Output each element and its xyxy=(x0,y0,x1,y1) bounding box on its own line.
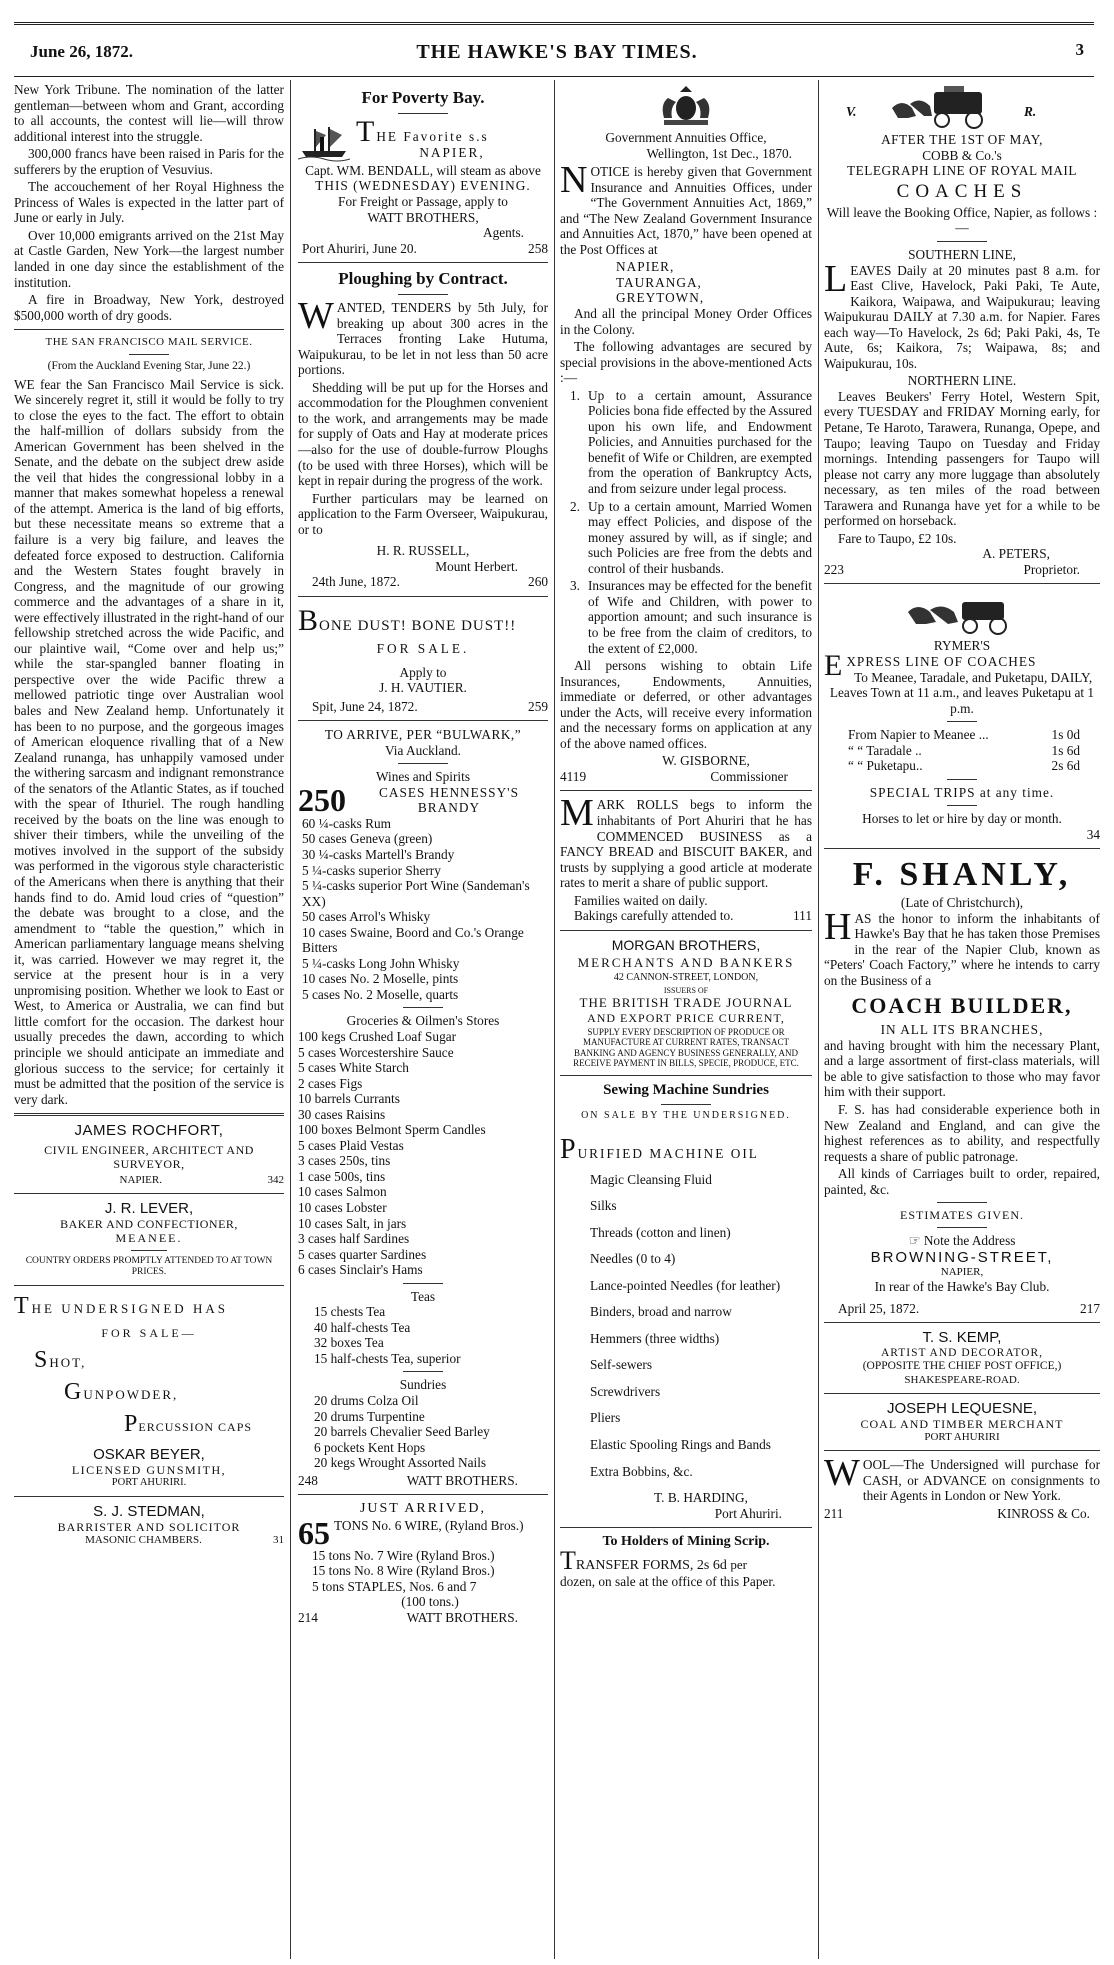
ad-line: Note the Address xyxy=(923,1233,1016,1249)
ad-annuities: Government Annuities Office, Wellington, 1st Dec., 1870. NOTICE is hereby given that Government Insurance and Annuities Offices, under “The Government Annuities Act, 1869,” and “The New Zealand Government Insurance and Annuities Act, 1870,” have been opened at the Post Offices at NAPIER, TAURANGA, GREYTOWN, And all the principal Money Order Offices in the Colony. The following advantages are secured by special provisions in the above-mentioned Acts :— 1. Up to a certain amount, Assurance Policies bona fide effected by the Assured upon his own life, and Endowment Policies, and Annuities purchased for the benefit of Wife or Children, are exempted from the operation of Bankruptcy Acts, and from seizure under legal process. 2. Up to a certain amount, Married Women may effect Policies, and dispose of the money assured by will, as if single; and such Policies are free from the debts and control of their husbands. 3. Insurances may be effected for the benefit of Wife and Children, with power to apportion amount; and such insurance is to be free from the claim of creditors, to the extent of £2,000. All persons wishing to obtain Life Insurances, Endowments, Annuities, immediate or deferred, or other advantages under the Acts, will receive every information and the necessary forms on application at any of the above named offices. W. GISBORNE, 4119 Commissioner xyxy=(560,84,812,784)
ad-line: ESTIMATES GIVEN. xyxy=(900,1208,1024,1223)
list-item: 10 barrels Currants xyxy=(298,1091,400,1107)
coach-icon xyxy=(884,82,1004,130)
list-item: Elastic Spooling Rings and Bands xyxy=(590,1436,771,1452)
ad-subheading: ON SALE BY THE UNDERSIGNED. xyxy=(581,1110,791,1122)
list-item: Threads (cotton and linen) xyxy=(590,1224,731,1240)
divider xyxy=(398,763,448,764)
list-item: 1 case 500s, tins xyxy=(298,1168,386,1184)
ad-kinross: WOOL—The Undersigned will purchase for CASH, or ADVANCE on consignments to their Agents in London or New York. 211 KINROSS & Co. xyxy=(824,1452,1100,1521)
list-item: 100 kegs Crushed Loaf Sugar xyxy=(298,1029,457,1044)
ad-name: S. J. STEDMAN, xyxy=(93,1502,205,1520)
ad-item: HOT, xyxy=(49,1354,87,1370)
ad-line: COBB & Co.'s xyxy=(922,147,1002,163)
divider xyxy=(298,1494,548,1495)
sundries-list xyxy=(314,1393,548,1471)
ad-number: 111 xyxy=(793,908,812,924)
ad-role: Proprietor. xyxy=(1023,561,1080,577)
fare-price: 1s 0d xyxy=(1051,727,1080,743)
ad-signature: H. R. RUSSELL, xyxy=(376,543,470,559)
ad-place: MEANEE. xyxy=(115,1231,183,1246)
divider xyxy=(298,720,548,721)
list-item: Lance-pointed Needles (for leather) xyxy=(590,1277,781,1293)
news-items xyxy=(14,82,284,323)
divider xyxy=(560,790,812,791)
ad-mark-rolls: MARK ROLLS begs to inform the inhabitants of Port Ahuriri that he has COMMENCED BUSINESS as a FANCY BREAD and BISCUIT BAKER, and trusts by supplying a good article at moderate rates to merit a share of public support. Families waited on daily. Bakings carefully attended to. 111 xyxy=(560,792,812,924)
list-item: 5 ¼-casks superior Port Wine (Sandeman's XX) xyxy=(302,878,530,909)
ad-stedman xyxy=(14,1503,284,1547)
benefit-point: Up to a certain amount, Assurance Policies bona fide effected by the Assured upon his own life, and Endowment Policies, and Annuities purchased for the benefit of Wife or Children, are exempted from the operation of Bankruptcy Acts, and from seizure under legal process. xyxy=(588,387,812,497)
ad-poverty-bay: For Poverty Bay. THE Favorite s.s NAPIER, Capt. WM. BENDALL, will steam as above THIS (WEDNESDAY) EVENING. For Freight or Passage, apply to WATT BROTHERS, Agents. Port Ahuriri, June 20. 258 xyxy=(298,88,548,256)
ad-ploughing: Ploughing by Contract. WANTED, TENDERS by 5th July, for breaking up about 300 acres in the Terraces fronting Lake Hutuma, Waipukurau, to be let in not less than 50 acre portions. Shedding will be put up for the Horses and accommodation for the Ploughmen convenient to the work, and arrangements may be made for supply of Oats and Hay at moderate prices—also for the use of double-furrow Ploughs (to be used with three Horses), which will be kept in repair during the progress of the work. Further particulars may be learned on application to the Farm Overseer, Waipukurau, or to H. R. RUSSELL, Mount Herbert. 24th June, 1872. 260 xyxy=(298,269,548,590)
header-rule xyxy=(14,76,1094,77)
list-item: 5 cases Plaid Vestas xyxy=(298,1137,404,1153)
divider xyxy=(131,1250,167,1251)
list-item: 20 kegs Wrought Assorted Nails xyxy=(314,1455,487,1471)
article-source: (From the Auckland Evening Star, June 22.) xyxy=(47,360,251,373)
ad-number: 248 xyxy=(298,1472,318,1488)
ad-role: Commissioner xyxy=(710,768,788,784)
column-1 xyxy=(14,82,284,1959)
ad-place: Port Ahuriri, June 20. xyxy=(302,240,417,256)
section-title: Teas xyxy=(410,1288,436,1304)
ad-line: Horses to let or hire by day or month. xyxy=(862,811,1062,827)
ad-title: COAL AND TIMBER MERCHANT xyxy=(860,1417,1064,1432)
ad-name: OSKAR BEYER, xyxy=(93,1445,205,1463)
ad-sewing: Sewing Machine Sundries ON SALE BY THE UNDERSIGNED. PURIFIED MACHINE OIL Magic Cleansing Fluid Silks Threads (cotton and linen) Needles (0 to 4) Lance-pointed Needles (for leather) Binders, broad and narrow Hemmers (three widths) Self-sewers Screwdrivers Pliers Elastic Spooling Rings and Bands Extra Bobbins, &c. T. B. HARDING, Port Ahuriri. xyxy=(560,1082,812,1521)
ad-number: 342 xyxy=(267,1173,284,1186)
masthead xyxy=(30,34,1084,74)
ad-heading: Sewing Machine Sundries xyxy=(603,1081,769,1098)
ad-title: MERCHANTS AND BANKERS xyxy=(577,955,795,971)
list-item: 3 cases half Sardines xyxy=(298,1231,410,1247)
article-body: WE fear the San Francisco Mail Service is sick. We sincerely regret it, still it would be folly to try to close the eyes to the fact. The effort to obtain the half-million of dollars subsidy from the American Government has been shelved in the Senate, and the debate on the subject drew aside the veil that hides the congressional lobby in a manner that makes somewhat hopeless a renewal of the attempt. America is the land of big efforts, but these necessitate means so extreme that a failure is a very big failure, and leaves the defeated force exposed to destruction. California and the Western States fought bravely in Congress, and the magnitude of our growing commerce and the advantages of a share in it, were effectively illustrated in the right-hand of our fellowship stretched across the wide Pacific, and our plaintive wail, “Come over and help us;” while the star-spangled banner floating in perspective over the wide Pacific threw a mellowed patriotic tinge over Australian wool bales and New Zealand hemp. Unfortunately it has been to no purpose, and the gorgeous images of American eloquence rivalling that of a New Zealand runanga, has unhappily vamosed under the withering sarcasm and indignant remonstrance of the senators of the Atlantic States, as if touched with the spear of Ithuriel. The rough handling received by the boats on the line was enough to shiver their timbers, while the unveiling of the motives involved in the support of the subsidy was performed in the vigorous style characteristic of the Americans when there is anything that their hands find to do. Amid loud cries of “question” the debate was brought to a close, and the amendment to “table the question,” which in American parliamentary language means shelving it, was carried. However we may regret it, the service at the present hour is in a very unpromising position. Whether we look to East or West, to America or Australia, we can find but little comfort for the occasion. The darkest hour usually precedes the dawn, according to which principle we should anticipate an immediate and glorious success to the service; for certainly it must be admitted that the position of the service is very dark. xyxy=(14,376,284,1107)
ad-signature: A. PETERS, xyxy=(982,546,1050,562)
ad-name: T. S. KEMP, xyxy=(922,1329,1002,1347)
divider xyxy=(661,1104,711,1105)
ad-name: MORGAN BROTHERS, xyxy=(611,936,761,953)
ad-text: SUPPLY EVERY DESCRIPTION OF PRODUCE OR MANUFACTURE AT CURRENT RATES, TRANSACT BANKING AND AGENCY BUSINESS GENERALLY, AND RECEIVE PAYMENT IN BILLS, SPECIE, PRODUCE, ETC. xyxy=(573,1026,799,1069)
ad-number: 223 xyxy=(824,561,844,577)
ad-signature: WATT BROTHERS. xyxy=(406,1609,518,1625)
ad-title: BARRISTER AND SOLICITOR xyxy=(57,1520,241,1535)
ad-item: UNPOWDER, xyxy=(83,1386,179,1402)
ad-subheading: FOR SALE. xyxy=(376,640,470,656)
ad-intro: HE UNDERSIGNED HAS xyxy=(31,1300,228,1316)
coach-horses-icon xyxy=(902,590,1022,636)
ad-line: (Late of Christchurch), xyxy=(900,895,1024,911)
ad-line: HE Favorite s.s xyxy=(376,128,489,144)
ad-agent-role: Agents. xyxy=(483,225,524,241)
list-item: TAURANGA, xyxy=(616,274,702,290)
section-title: SOUTHERN LINE, xyxy=(908,246,1016,262)
list-item: 3 cases 250s, tins xyxy=(298,1153,391,1169)
ad-heading: TO ARRIVE, PER “BULWARK,” xyxy=(324,727,522,743)
list-item: Extra Bobbins, &c. xyxy=(590,1463,693,1479)
divider xyxy=(937,241,987,242)
divider xyxy=(298,596,548,597)
ad-paragraph: OTICE is hereby given that Government Insurance and Annuities Offices, under “The Government Annuities Act, 1869,” and “The New Zealand Government Insurance and Annuities Act, 1870,” have been opened at the Post Offices at xyxy=(560,164,812,257)
ad-signature: WATT BROTHERS. xyxy=(406,1472,518,1488)
list-item: 10 cases Swaine, Boord and Co.'s Orange Bitters xyxy=(302,924,524,956)
ad-line: Fare to Taupo, £2 10s. xyxy=(838,530,957,546)
ad-name: F. SHANLY, xyxy=(852,856,1072,894)
list-item: 10 cases Salmon xyxy=(298,1184,387,1200)
divider xyxy=(947,805,977,806)
ad-paragraph: The following advantages are secured by special provisions in the above-mentioned Acts :— xyxy=(560,339,812,386)
ad-subheading: Via Auckland. xyxy=(384,742,461,758)
news-paragraph: Over 10,000 emigrants arrived on the 21st May at Castle Garden, New York—the largest number landed in one day since the establishment of the institution. xyxy=(14,227,284,290)
ad-paragraph: ANTED, TENDERS by 5th July, for breaking up about 300 acres in the Terraces fronting Lake Hutuma, Waipukurau, to be let in not less than 50 acre portions. xyxy=(298,300,548,378)
divider xyxy=(14,1113,284,1116)
ad-paragraph: Leaves Beukers' Ferry Hotel, Western Spit, every TUESDAY and FRIDAY Morning early, for Petane, Te Haroto, Tarawera, Runanga, Opepe, and Taupo; leaving Taupo on Tuesday and Friday mornings. Intending passengers for Taupo will please not carry any more luggage than absolutely necessary, as ten miles of the road between Tarawera and Runanga have yet for a while to be performed on horseback. xyxy=(824,388,1100,529)
ad-heading: Ploughing by Contract. xyxy=(338,269,508,289)
ad-morgan xyxy=(560,937,812,1069)
ad-name: RYMER'S xyxy=(933,638,991,654)
ad-lequesne xyxy=(824,1400,1100,1444)
ad-mining: To Holders of Mining Scrip. TRANSFER FORMS, 2s 6d per dozen, on sale at the office of this Paper. xyxy=(560,1534,812,1589)
divider xyxy=(947,721,977,722)
list-item: 10 cases Salt, in jars xyxy=(298,1215,407,1231)
ad-signature: W. GISBORNE, xyxy=(662,753,750,769)
column-rule xyxy=(290,80,291,1959)
list-item: GREYTOWN, xyxy=(616,290,705,306)
divider xyxy=(824,1393,1100,1394)
list-item: Pliers xyxy=(590,1410,621,1426)
ad-kemp xyxy=(824,1329,1100,1386)
fare-route: “ “ Puketapu.. xyxy=(848,758,923,774)
ad-signature: J. H. VAUTIER. xyxy=(379,680,467,696)
list-item: 30 cases Raisins xyxy=(298,1106,386,1122)
ad-number: 258 xyxy=(528,240,548,256)
list-item: 15 tons No. 8 Wire (Ryland Bros.) xyxy=(312,1563,495,1579)
column-rule xyxy=(554,80,555,1959)
ad-place: Port Ahuriri. xyxy=(714,1505,782,1521)
ad-line: NAPIER, xyxy=(419,144,485,160)
ad-signature: KINROSS & Co. xyxy=(997,1505,1090,1521)
divider xyxy=(560,1075,812,1076)
section-title: NORTHERN LINE. xyxy=(907,373,1017,389)
steamship-icon xyxy=(298,121,350,163)
list-item: Binders, broad and narrow xyxy=(590,1304,732,1320)
list-item: 6 pockets Kent Hops xyxy=(314,1439,426,1455)
ad-item: ERCUSSION CAPS xyxy=(138,1419,253,1434)
ad-note: COUNTRY ORDERS PROMPTLY ATTENDED TO AT TOWN PRICES. xyxy=(25,1256,273,1278)
office-name: Government Annuities Office, xyxy=(605,130,767,145)
ad-line: XPRESS LINE OF COACHES xyxy=(846,653,1037,669)
list-item: 60 ¼-casks Rum xyxy=(302,815,392,831)
ad-line: Will leave the Booking Office, Napier, as follows :— xyxy=(826,204,1098,236)
list-item: 15 tons No. 7 Wire (Ryland Bros.) xyxy=(312,1547,495,1563)
list-item: 20 drums Colza Oil xyxy=(314,1393,419,1409)
divider xyxy=(560,930,812,931)
fare-route: “ “ Taradale .. xyxy=(848,742,922,758)
divider xyxy=(14,329,284,330)
ad-rymers: RYMER'S EXPRESS LINE OF COACHES To Meanee, Taradale, and Puketapu, DAILY, Leaves Town at 11 a.m., and leaves Puketapu at 1 p.m. From Napier to Meanee ... 1s 0d “ “ Taradale .. 1s 6d “ “ Puketapu.. 2s 6d SPECIAL TRIPS at any time. Horses to let or hire by day or month. 34 xyxy=(824,590,1100,842)
ad-rochfort xyxy=(14,1122,284,1186)
column-2 xyxy=(298,82,548,1959)
ad-line: Families waited on daily. xyxy=(574,892,708,908)
column-4 xyxy=(824,82,1100,1959)
list-item: 15 chests Tea xyxy=(314,1304,386,1320)
divider xyxy=(14,1496,284,1497)
ad-address: Mount Herbert. xyxy=(435,558,518,574)
benefit-point: Up to a certain amount, Married Women may effect Policies, and dispose of the money assured by will, as if single; and such Policies are free from the debts and control of their husbands. xyxy=(588,498,812,576)
divider xyxy=(403,1283,443,1284)
list-item: 5 cases quarter Sardines xyxy=(298,1246,427,1262)
divider xyxy=(14,1193,284,1194)
divider xyxy=(824,583,1100,584)
ad-title: LICENSED GUNSMITH, xyxy=(71,1463,227,1478)
ad-paragraph: All persons wishing to obtain Life Insurances, Endowments, Annuities, immediate or deferred, or other advantages under the Acts, will receive every information and the necessary forms on application at any of the above named offices. xyxy=(560,658,812,751)
list-item: 5 cases White Starch xyxy=(298,1060,409,1076)
list-item: 10 cases No. 2 Moselle, pints xyxy=(302,971,459,987)
ad-date: April 25, 1872. xyxy=(838,1300,920,1316)
article-title: THE SAN FRANCISCO MAIL SERVICE. xyxy=(45,336,253,349)
news-paragraph: The accouchement of her Royal Highness the Princess of Wales is expected in the latter part of June or early in July. xyxy=(14,179,284,226)
divider xyxy=(403,1007,443,1008)
list-item: NAPIER, xyxy=(616,259,675,275)
list-item: 20 drums Turpentine xyxy=(314,1408,425,1424)
list-item: 2 cases Figs xyxy=(298,1075,363,1091)
divider xyxy=(398,294,448,295)
divider xyxy=(403,1371,443,1372)
list-item: 30 ¼-casks Martell's Brandy xyxy=(302,846,455,862)
ad-place: PORT AHURIRI xyxy=(924,1431,1000,1444)
ad-name: JOSEPH LEQUESNE, xyxy=(886,1399,1038,1417)
list-item: (100 tons.) xyxy=(401,1594,459,1610)
list-item: 5 cases No. 2 Moselle, quarts xyxy=(302,986,459,1002)
ad-subheading: IN ALL ITS BRANCHES, xyxy=(880,1022,1044,1038)
list-item: Needles (0 to 4) xyxy=(590,1251,676,1267)
divider xyxy=(937,1202,987,1203)
divider xyxy=(947,779,977,780)
big-number: 250 xyxy=(298,781,346,818)
ad-line: For Freight or Passage, apply to xyxy=(338,193,508,209)
ad-intro-2: FOR SALE— xyxy=(101,1325,197,1340)
ad-shanly: F. SHANLY, (Late of Christchurch), HAS the honor to inform the inhabitants of Hawke's Bay that he has taken those Premises in the rear of the Napier Club, known as “Peters' Coach Factory,” where he intends to carry on the Business of a COACH BUILDER, IN ALL ITS BRANCHES, and having brought with him the necessary Plant, and a large assortment of first-class materials, will be able to give satisfaction to those who may favor him with their support. F. S. has had considerable experience both in New Zealand and England, and can give the highest references as to ability, and respectfully requests a share of public patronage. All kinds of Carriages built to order, repaired, painted, &c. ESTIMATES GIVEN. ☞ Note the Address BROWNING-STREET, NAPIER, In rear of the Hawke's Bay Club. April 25, 1872. 217 xyxy=(824,856,1100,1316)
ad-line: Leaves Town at 11 a.m., and leaves Puketapu at 1 p.m. xyxy=(829,685,1095,716)
list-item: 5 ¼-casks superior Sherry xyxy=(302,862,441,878)
ad-line: (OPPOSITE THE CHIEF POST OFFICE,) xyxy=(862,1360,1062,1373)
fare-price: 1s 6d xyxy=(1051,742,1080,758)
ad-beyer: THE UNDERSIGNED HAS FOR SALE— SHOT, GUNPOWDER, PERCUSSION CAPS OSKAR BEYER, LICENSED GUNSMITH, PORT AHURIRI. xyxy=(14,1292,284,1490)
ad-lever xyxy=(14,1200,284,1279)
divider xyxy=(937,1227,987,1228)
list-item: Magic Cleansing Fluid xyxy=(590,1171,712,1187)
big-number: 65 xyxy=(298,1514,330,1551)
ad-line: URIFIED MACHINE OIL xyxy=(577,1145,759,1161)
ad-line: Bakings carefully attended to. xyxy=(574,908,734,924)
top-rule xyxy=(14,22,1094,25)
paper-title: THE HAWKE'S BAY TIMES. xyxy=(416,41,698,63)
ad-heading: ONE DUST! BONE DUST!! xyxy=(319,617,517,634)
big-text: CASES HENNESSY'S BRANDY xyxy=(379,784,519,816)
ad-line: In rear of the Hawke's Bay Club. xyxy=(874,1279,1050,1295)
journal-title: THE BRITISH TRADE JOURNAL xyxy=(579,995,793,1011)
divider xyxy=(824,848,1100,849)
ad-line: Capt. WM. BENDALL, will steam as above xyxy=(305,162,541,178)
ad-agent: WATT BROTHERS, xyxy=(367,209,479,225)
news-paragraph: 300,000 francs have been raised in Paris for the sufferers by the eruption of Vesuvius. xyxy=(14,146,284,177)
ad-bone-dust: BONE DUST! BONE DUST!! FOR SALE. Apply to J. H. VAUTIER. Spit, June 24, 1872. 259 xyxy=(298,603,548,714)
ad-name: J. R. LEVER, xyxy=(104,1199,194,1217)
section-title: Wines and Spirits xyxy=(375,769,470,785)
divider xyxy=(398,113,448,114)
ad-cobb-coaches: V. R. AFTER THE 1ST OF MAY, COBB & Co.'s TELEGRAPH LINE OF ROYAL MAIL COACHES Will leave the Booking Office, Napier, as follows :— SOUTHERN LINE, LEAVES Daily at 20 minutes past 8 a.m. for East Clive, Havelock, Paki Paki, Te Aute, Kaikora, Waipawa, and Waipukurau; leaving Waipukurau DAILY at 7.30 a.m. for Napier. Fares each way—To Havelock, 2s 6d; Paki Paki, 4s, Te Aute, 6s; Kaikora, 7s; Waipawa, 8s; and Waipukurau, 10s. NORTHERN LINE. Leaves Beukers' Ferry Hotel, Western Spit, every TUESDAY and FRIDAY Morning early, for Petane, Te Haroto, Tarawera, Runanga, Opepe, and Taupo; leaving Taupo on Tuesday and Friday mornings. Intending passengers for Taupo will please not carry any more luggage than absolutely necessary, as ten miles of the road between Tarawera and Runanga have yet for a while to be performed on horseback. Fare to Taupo, £2 10s. A. PETERS, 223 Proprietor. xyxy=(824,82,1100,577)
ad-line: SPECIAL TRIPS at any time. xyxy=(869,784,1055,800)
divider xyxy=(824,1450,1100,1451)
list-item: Screwdrivers xyxy=(590,1383,661,1399)
ad-date: Spit, June 24, 1872. xyxy=(312,698,418,714)
ad-title: ARTIST AND DECORATOR, xyxy=(880,1346,1044,1359)
ad-place: PORT AHURIRI. xyxy=(111,1477,187,1489)
ad-line: AFTER THE 1ST OF MAY, xyxy=(881,132,1043,147)
divider xyxy=(560,1527,812,1528)
ad-number: 214 xyxy=(298,1609,318,1625)
divider xyxy=(298,262,548,263)
grocery-list xyxy=(298,1029,548,1278)
news-paragraph: A fire in Broadway, New York, destroyed $500,000 worth of dry goods. xyxy=(14,292,284,323)
ad-line: To Meanee, Taradale, and Puketapu, DAILY, xyxy=(854,669,1093,685)
ad-number: 259 xyxy=(528,698,548,714)
pointing-hand-icon: ☞ xyxy=(908,1233,921,1249)
column-rule xyxy=(818,80,819,1959)
list-item: Hemmers (three widths) xyxy=(590,1330,720,1346)
sewing-list xyxy=(560,1172,812,1480)
wine-list xyxy=(302,816,548,1003)
news-paragraph: New York Tribune. The nomination of the latter gentleman—between whom and Grant, according to all accounts, the contest will lie—will throw additional interest into the struggle. xyxy=(14,82,284,144)
section-title: Groceries & Oilmen's Stores xyxy=(346,1013,500,1029)
list-item: 100 boxes Belmont Sperm Candles xyxy=(298,1122,486,1138)
ad-heading: To Holders of Mining Scrip. xyxy=(602,1534,770,1550)
list-item: 5 cases Worcestershire Sauce xyxy=(298,1044,454,1060)
list-item: 20 barrels Chevalier Seed Barley xyxy=(314,1424,490,1440)
page-number: 3 xyxy=(1075,40,1084,59)
list-item: 5 tons STAPLES, Nos. 6 and 7 xyxy=(312,1578,477,1594)
ad-issuers: ISSUERS OF xyxy=(663,986,709,996)
royal-arms-icon xyxy=(654,84,718,128)
ad-heading: JUST ARRIVED, xyxy=(359,1501,487,1517)
ad-line: dozen, on sale at the office of this Paper. xyxy=(560,1573,776,1589)
list-item: 5 ¼-casks Long John Whisky xyxy=(302,955,460,971)
ad-paragraph: ARK ROLLS begs to inform the inhabitants of Port Ahuriri that he has COMMENCED BUSINESS as a FANCY BREAD and BISCUIT BAKER, and trusts by supplying a good article at moderate rates to merit a share of public support. xyxy=(560,797,812,891)
section-title: Sundries xyxy=(399,1377,447,1393)
ad-address: 42 CANNON-STREET, LONDON, xyxy=(613,972,759,984)
emblem-letter: R. xyxy=(1024,104,1037,119)
ad-paragraph: Shedding will be put up for the Horses and accommodation for the Ploughmen convenient to the work, and arrangements may be made for supply of Oats and Hay at moderate prices—also for the use of double-furrow Ploughs (to be used with three Horses), which will be kept in repair during the progress of the work. xyxy=(298,379,548,489)
ad-paragraph: And all the principal Money Order Offices in the Colony. xyxy=(560,306,812,337)
benefit-point: Insurances may be effected for the benefit of Wife and Children, with power to apportion amount; and such insurance is to be free from the claim of creditors, to the extent of £2,000. xyxy=(588,578,812,656)
issue-date: June 26, 1872. xyxy=(30,42,133,61)
town-list xyxy=(616,259,812,306)
list-item: 6 cases Sinclair's Hams xyxy=(298,1262,423,1278)
ad-title: BAKER AND CONFECTIONER, xyxy=(60,1217,238,1232)
ad-place: NAPIER. xyxy=(119,1173,162,1186)
ad-line: RANSFER FORMS, 2s 6d xyxy=(575,1557,727,1573)
ad-name: JAMES ROCHFORT, xyxy=(74,1122,224,1140)
ad-number: 211 xyxy=(824,1505,844,1521)
ad-paragraph: Further particulars may be learned on application to the Farm Overseer, Waipukurau, or to xyxy=(298,490,548,537)
list-item: 15 half-chests Tea, superior xyxy=(314,1350,461,1366)
ad-heading: For Poverty Bay. xyxy=(361,88,485,107)
divider xyxy=(824,1322,1100,1323)
ad-line: THIS (WEDNESDAY) EVENING. xyxy=(315,178,531,194)
fare-route: From Napier to Meanee ... xyxy=(848,727,989,743)
ad-number: 4119 xyxy=(560,768,587,784)
ad-paragraph: All kinds of Carriages built to order, repaired, painted, &c. xyxy=(824,1166,1100,1197)
ad-paragraph: EAVES Daily at 20 minutes past 8 a.m. for East Clive, Havelock, Paki Paki, Te Aute, Kaikora, Waipawa, and Waipukurau; leaving Waipukurau DAILY at 7.30 a.m. for Napier. Fares each way—To Havelock, 2s 6d; Paki Paki, 4s, Te Aute, 6s; Kaikora, 7s; Waipawa, 8s; and Waipukurau, 10s. xyxy=(824,262,1100,371)
ad-heading: COACHES xyxy=(896,180,1028,202)
ad-heading: COACH BUILDER, xyxy=(851,992,1073,1018)
ad-line: TELEGRAPH LINE OF ROYAL MAIL xyxy=(847,163,1077,179)
divider xyxy=(129,354,169,355)
ad-number: 217 xyxy=(1080,1300,1100,1316)
list-item: 50 cases Arrol's Whisky xyxy=(302,909,431,925)
list-item: Silks xyxy=(590,1198,617,1214)
ad-line: SHAKESPEARE-ROAD. xyxy=(904,1373,1020,1386)
ad-paragraph: F. S. has had considerable experience both in New Zealand and England, and can give the highest references as to ability, and respectfully requests a share of public patronage. xyxy=(824,1101,1100,1164)
ad-line: per xyxy=(730,1556,747,1572)
journal-subtitle: AND EXPORT PRICE CURRENT, xyxy=(587,1010,785,1025)
list-item: Self-sewers xyxy=(590,1357,653,1373)
divider xyxy=(14,1285,284,1286)
ad-to-arrive xyxy=(298,727,548,1488)
ad-number: 34 xyxy=(1086,826,1100,842)
ad-paragraph: OOL—The Undersigned will purchase for CASH, or ADVANCE on consignments to their Agents in London or New York. xyxy=(862,1457,1100,1504)
ad-just-arrived xyxy=(298,1501,548,1625)
ad-apply: Apply to xyxy=(399,664,447,680)
emblem-letter: V. xyxy=(846,104,857,119)
ad-place: NAPIER, xyxy=(940,1266,984,1279)
list-item: 10 cases Lobster xyxy=(298,1200,387,1216)
ad-date: 24th June, 1872. xyxy=(312,574,400,590)
list-item: 40 half-chests Tea xyxy=(314,1319,411,1335)
ad-place: MASONIC CHAMBERS. xyxy=(85,1534,202,1547)
ad-number: 260 xyxy=(528,574,548,590)
tea-list xyxy=(314,1304,548,1366)
column-3 xyxy=(560,82,812,1959)
ad-address: BROWNING-STREET, xyxy=(870,1248,1054,1266)
list-item: 32 boxes Tea xyxy=(314,1335,384,1351)
list-item: 50 cases Geneva (green) xyxy=(302,831,433,847)
ad-signature: T. B. HARDING, xyxy=(654,1490,748,1506)
ad-paragraph: AS the honor to inform the inhabitants of Hawke's Bay that he has taken those Premises in the rear of the Napier Club, known as “Peters' Coach Factory,” where he intends to carry on the Business of a xyxy=(824,910,1100,988)
ad-title: CIVIL ENGINEER, ARCHITECT AND SURVEYOR, xyxy=(44,1142,254,1171)
fare-price: 2s 6d xyxy=(1051,758,1080,774)
office-place: Wellington, 1st Dec., 1870. xyxy=(646,145,792,161)
ad-paragraph: and having brought with him the necessary Plant, and a large assortment of first-class materials, will be able to give satisfaction to those who may favor him with their support. xyxy=(824,1037,1100,1100)
ad-number: 31 xyxy=(273,1534,284,1547)
big-text: TONS No. 6 WIRE, (Ryland Bros.) xyxy=(334,1517,524,1533)
